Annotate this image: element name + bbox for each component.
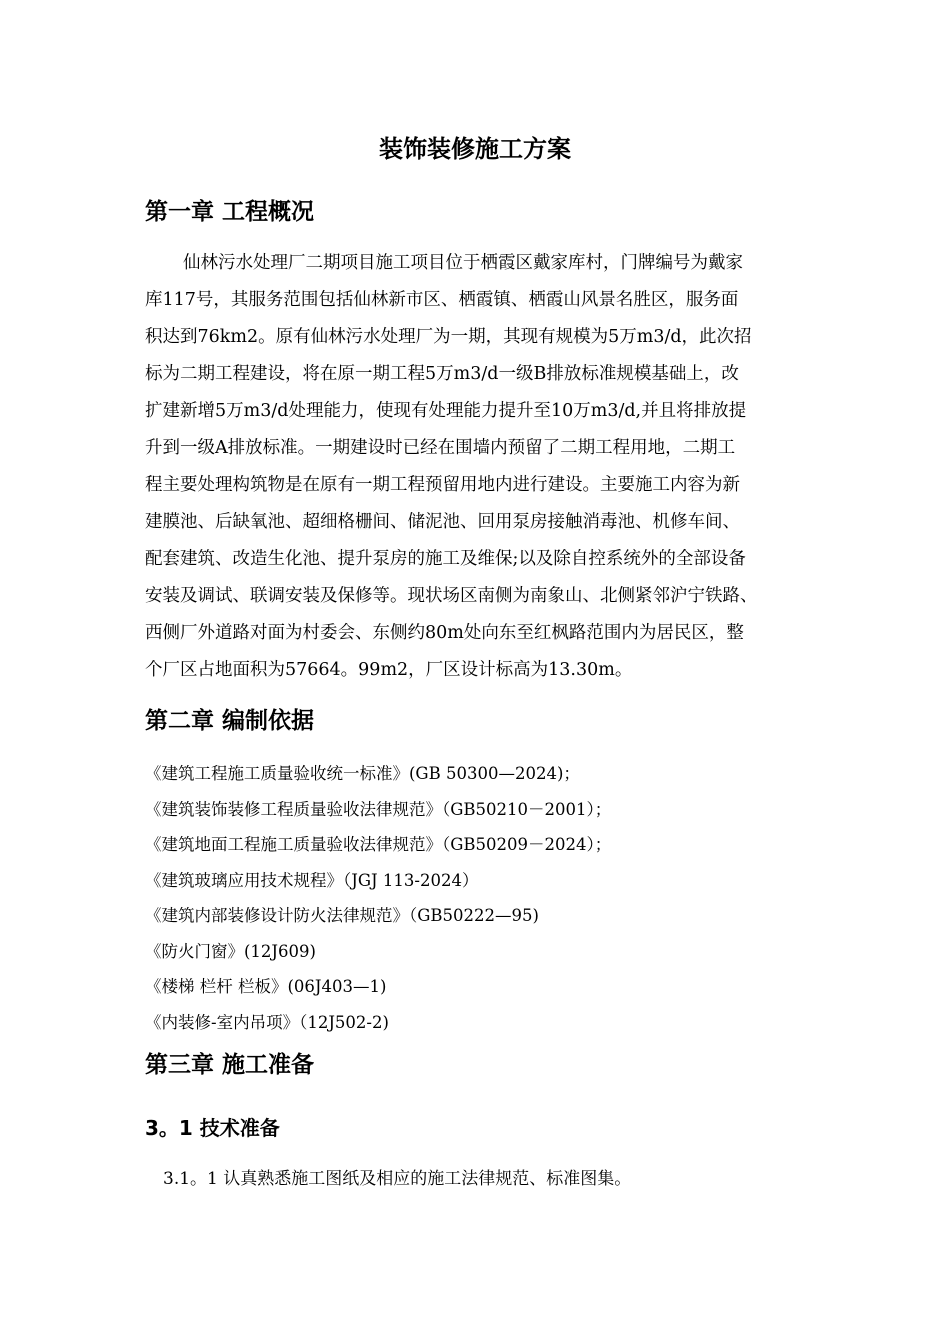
- reference-item: 《建筑装饰装修工程质量验收法律规范》（GB50210－2001）；: [145, 799, 612, 819]
- paragraph-line: 仙林污水处理厂二期项目施工项目位于栖霞区戴家库村，门牌编号为戴家: [183, 253, 743, 273]
- paragraph-line: 配套建筑、改造生化池、提升泵房的施工及维保;以及除自控系统外的全部设备: [145, 549, 746, 569]
- paragraph-line: 个厂区占地面积为57664。99m2，厂区设计标高为13.30m。: [145, 660, 633, 680]
- paragraph-line: 程主要处理构筑物是在原有一期工程预留用地内进行建设。主要施工内容为新: [145, 475, 740, 495]
- section-3-1-heading: 3。1 技术准备: [145, 1116, 280, 1140]
- paragraph-line: 西侧厂外道路对面为村委会、东侧约80m处向东至红枫路范围内为居民区，整: [145, 623, 744, 643]
- section-3-1-1-item: 3.1。1 认真熟悉施工图纸及相应的施工法律规范、标准图集。: [163, 1169, 632, 1189]
- reference-item: 《建筑玻璃应用技术规程》（JGJ 113-2024）: [145, 870, 479, 890]
- chapter-3-heading: 第三章 施工准备: [145, 1052, 315, 1078]
- chapter-1-paragraph: [145, 245, 815, 689]
- paragraph-line: 升到一级A排放标准。一期建设时已经在围墙内预留了二期工程用地，二期工: [145, 438, 736, 458]
- reference-item: 《内装修-室内吊项》（12J502-2): [145, 1012, 389, 1032]
- paragraph-line: 积达到76km2。原有仙林污水处理厂为一期，其现有规模为5万m3/d，此次招: [145, 327, 752, 347]
- paragraph-line: 扩建新增5万m3/d处理能力，使现有处理能力提升至10万m3/d,并且将排放提: [145, 401, 747, 421]
- paragraph-line: 建膜池、后缺氧池、超细格栅间、储泥池、回用泵房接触消毒池、机修车间、: [145, 512, 740, 532]
- paragraph-line: 库117号，其服务范围包括仙林新市区、栖霞镇、栖霞山风景名胜区，服务面: [145, 290, 739, 310]
- reference-item: 《建筑地面工程施工质量验收法律规范》（GB50209－2024）；: [145, 835, 612, 854]
- reference-item: 《防火门窗》(12J609): [145, 941, 316, 961]
- reference-item: 《建筑内部装修设计防火法律规范》（GB50222—95): [145, 906, 539, 925]
- document-title: 装饰装修施工方案: [379, 135, 571, 163]
- chapter-1-heading: 第一章 工程概况: [145, 199, 315, 225]
- reference-list: [145, 756, 825, 1040]
- reference-item: 《楼梯 栏杆 栏板》(06J403—1): [145, 977, 387, 996]
- paragraph-line: 标为二期工程建设，将在原一期工程5万m3/d一级B排放标准规模基础上，改: [145, 364, 739, 384]
- reference-item: 《建筑工程施工质量验收统一标准》(GB 50300—2024)；: [145, 764, 580, 783]
- paragraph-line: 安装及调试、联调安装及保修等。现状场区南侧为南象山、北侧紧邻沪宁铁路、: [145, 586, 758, 606]
- chapter-2-heading: 第二章 编制依据: [145, 708, 315, 734]
